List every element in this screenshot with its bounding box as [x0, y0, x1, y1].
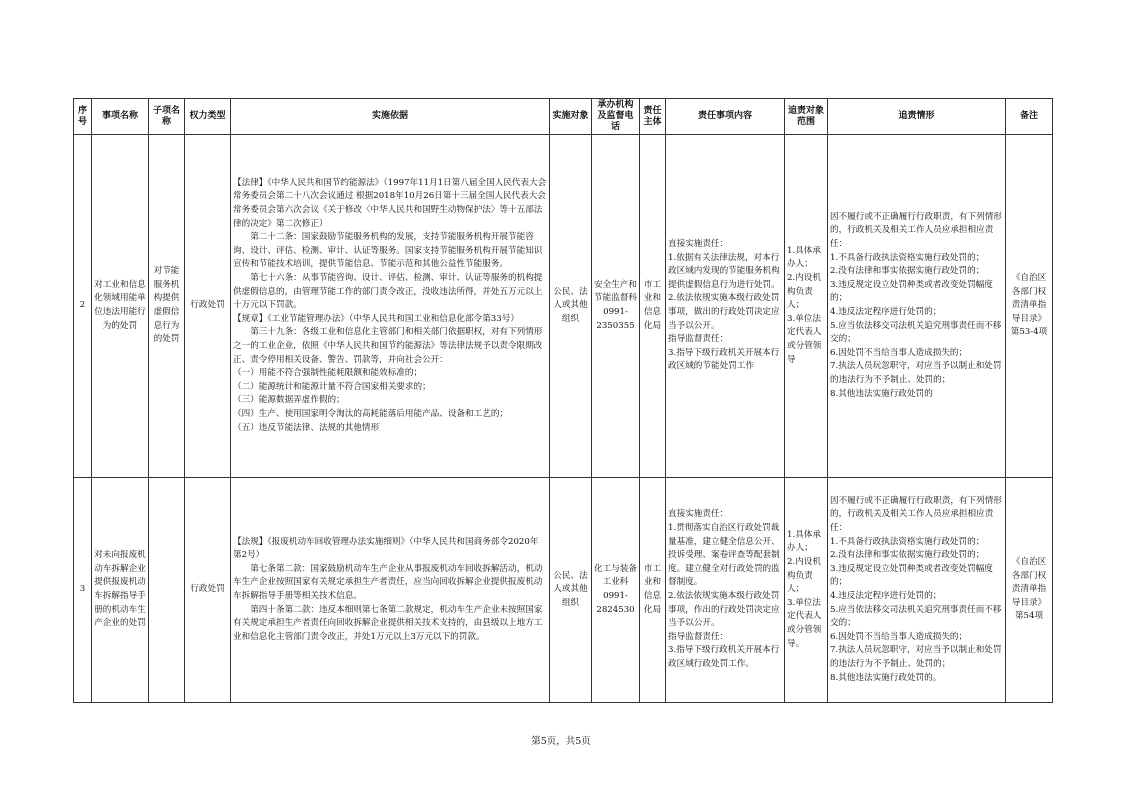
- row-subject: 市工业和信息化局: [640, 135, 666, 478]
- situation-line: 4.违反法定程序进行处罚的；: [830, 307, 942, 317]
- situation-line: 7.执法人员玩忽职守，对应当予以制止和处罚的违法行为不予制止、处罚的；: [830, 645, 1002, 669]
- situation-line: 1.不具备行政执法资格实施行政处罚的；: [830, 536, 985, 547]
- basis-line: 【法规】《报废机动车回收管理办法实施细则》（中华人民共和国商务部令2020年第2号）: [233, 536, 539, 561]
- basis-line: （一）用能不符合强制性能耗限额和能效标准的；: [233, 368, 423, 379]
- responsibility-line: 2.依法依规实施本级行政处罚事项，做出的行政处罚决定应当予以公开。: [668, 293, 780, 331]
- header-name: 事项名称: [92, 99, 149, 135]
- situation-line: 1.不具备行政执法资格实施行政处罚的；: [830, 252, 985, 263]
- header-situations: 追责情形: [828, 99, 1006, 135]
- situation-line: 5.应当依法移交司法机关追究刑事责任而不移交的；: [830, 320, 1002, 345]
- row-target: 公民、法人或其他组织: [550, 135, 592, 478]
- situation-line: 因不履行或不正确履行行政职责，有下列情形的，行政机关及相关工作人员应承担相应责任：: [830, 495, 1002, 534]
- table-row: [74, 478, 1053, 703]
- header-target: 实施对象: [550, 99, 592, 135]
- row-no: 2: [74, 135, 92, 478]
- agency-phone: 0991-2350355: [596, 307, 635, 331]
- situation-line: 7.执法人员玩忽职守，对应当予以制止和处罚的违法行为不予制止、处罚的；: [830, 361, 1002, 385]
- basis-line: （四）生产、使用国家明令淘汰的高耗能落后用能产品、设备和工艺的；: [233, 408, 509, 419]
- situation-line: 8.其他违法实施行政处罚的: [830, 388, 933, 399]
- basis-line: （二）能源统计和能源计量不符合国家相关要求的；: [233, 381, 431, 392]
- scope-line: 2.内设机构负责人；: [787, 273, 821, 311]
- basis-line: 第二十二条：国家鼓励节能服务机构的发展，支持节能服务机构开展节能咨询、设计、评估、检测、审计、认证等服务。国家支持节能服务机构开展节能知识宣传和节能技术培训，提供节能信息、节能示范和其他公益性节能服务。: [233, 232, 543, 270]
- row-name: 对工业和信息化领域用能单位违法用能行为的处罚: [92, 135, 149, 478]
- basis-line: （三）能源数据弄虚作假的；: [233, 395, 345, 406]
- table-header-row: [74, 99, 1053, 135]
- responsibility-line: 3.指导下级行政机关开展本行政区域行政处罚工作。: [668, 645, 780, 669]
- responsibility-line: 2.依法依规实施本级行政处罚事项，作出的行政处罚决定应当予以公开。: [668, 591, 780, 629]
- basis-line: 【规章】《工业节能管理办法》（中华人民共和国工业和信息化部令第33号）: [233, 313, 519, 324]
- agency-phone: 0991-2824530: [596, 591, 635, 615]
- situation-line: 因不履行或不正确履行行政职责，有下列情形的，行政机关及相关工作人员应承担相应责任：: [830, 211, 1002, 250]
- header-agency: 承办机构及监督电话: [592, 99, 640, 135]
- basis-line: （五）违反节能法律、法规的其他情形: [233, 422, 380, 433]
- row-target: 公民、法人或其他组织: [550, 478, 592, 703]
- row-basis: [231, 478, 550, 703]
- row-type: 行政处罚: [185, 135, 231, 478]
- row-name: 对未向报废机动车拆解企业提供报废机动车拆解指导手册的机动车生产企业的处罚: [92, 478, 149, 703]
- row-situations: [828, 478, 1006, 703]
- row-situations: [828, 135, 1006, 478]
- responsibility-line: 3.指导下级行政机关开展本行政区域的节能处罚工作: [668, 347, 780, 372]
- basis-line: 【法律】《中华人民共和国节约能源法》（1997年11月1日第八届全国人民代表大会常务委员会第二十八次会议通过 根据2018年10月26日第十三届全国人民代表大会常务委员会第六次会议《关于修改〈中华人民共和国野生动物保护法〉等十五部法律的决定》第二次修正）: [233, 177, 547, 229]
- row-basis: [231, 135, 550, 478]
- row-remark: 《自治区各部门权责清单指导目录》第53-4项: [1006, 135, 1053, 478]
- row-scope: [785, 135, 828, 478]
- row-agency: [592, 478, 640, 703]
- situation-line: 2.没有法律和事实依据实施行政处罚的；: [830, 266, 985, 277]
- scope-line: 1.具体承办人；: [787, 245, 821, 270]
- row-subject: 市工业和信息化局: [640, 478, 666, 703]
- row-responsibility: [666, 135, 785, 478]
- situation-line: 8.其他违法实施行政处罚的。: [830, 672, 942, 683]
- scope-line: 3.单位法定代表人或分管领导: [787, 313, 822, 365]
- header-responsibility: 责任事项内容: [666, 99, 785, 135]
- basis-line: 第四十条第二款：违反本细则第七条第二款规定，机动车生产企业未按照国家有关规定承担生产者责任向回收拆解企业提供相关技术支持的，由县级以上地方工业和信息化主管部门责令改正，并处1万元以上3万元以下的罚款。: [233, 604, 543, 642]
- row-type: 行政处罚: [185, 478, 231, 703]
- responsibility-line: 1.贯彻落实自治区行政处罚裁量基准，建立健全信息公开、投诉受理、案卷评查等配套制度。建立健全对行政处罚的监督制度。: [668, 523, 780, 588]
- situation-line: 3.违反规定设立处罚种类或者改变处罚幅度的；: [830, 279, 993, 304]
- scope-line: 3.单位法定代表人或分管领导。: [787, 597, 822, 649]
- row-responsibility: [666, 478, 785, 703]
- row-agency: [592, 135, 640, 478]
- situation-line: 6.因处罚不当给当事人造成损失的；: [830, 347, 968, 358]
- header-scope: 追责对象范围: [785, 99, 828, 135]
- situation-line: 6.因处罚不当给当事人造成损失的；: [830, 631, 968, 642]
- responsibility-line: 直接实施责任：: [668, 509, 729, 520]
- basis-line: 第三十九条：各级工业和信息化主管部门和相关部门依据职权，对有下列情形之一的工业企业，依照《中华人民共和国节约能源法》等法律法规予以责令限期改正、责令停用相关设备、警告、罚款等，并向社会公开：: [233, 327, 543, 365]
- page-footer: 第5页，共5页: [531, 736, 591, 747]
- header-basis: 实施依据: [231, 99, 550, 135]
- responsibility-line: 指导监督责任：: [668, 631, 729, 642]
- header-subject: 责任主体: [640, 99, 666, 135]
- scope-line: 1.具体承办人；: [787, 529, 821, 554]
- row-subname: 对节能服务机构提供虚假信息行为的处罚: [149, 135, 185, 478]
- basis-line: 第七条第二款：国家鼓励机动车生产企业从事报废机动车回收拆解活动，机动车生产企业按照国家有关规定承担生产者责任，应当向回收拆解企业提供报废机动车拆解指导手册等相关技术信息。: [233, 563, 543, 601]
- situation-line: 2.没有法律和事实依据实施行政处罚的；: [830, 550, 985, 561]
- responsibility-line: 指导监督责任：: [668, 334, 729, 345]
- row-remark: 《自治区各部门权责清单指导目录》第54项: [1006, 478, 1053, 703]
- header-no: 序号: [74, 99, 92, 135]
- situation-line: 3.违反规定设立处罚种类或者改变处罚幅度的；: [830, 563, 993, 588]
- basis-line: 第七十六条：从事节能咨询、设计、评估、检测、审计、认证等服务的机构提供虚假信息的，由管理节能工作的部门责令改正，没收违法所得，并处五万元以上十万元以下罚款。: [233, 273, 543, 311]
- table-row: [74, 135, 1053, 478]
- row-no: 3: [74, 478, 92, 703]
- power-responsibility-table: [73, 98, 1053, 703]
- row-scope: [785, 478, 828, 703]
- header-subname: 子项名称: [149, 99, 185, 135]
- row-subname: [149, 478, 185, 703]
- responsibility-line: 1.依据有关法律法规，对本行政区域内发现的节能服务机构提供虚假信息行为进行处罚。: [668, 252, 780, 290]
- scope-line: 2.内设机构负责人；: [787, 557, 821, 595]
- agency-name: 化工与装备工业科: [594, 563, 637, 588]
- situation-line: 4.违反法定程序进行处罚的；: [830, 591, 942, 601]
- header-remark: 备注: [1006, 99, 1053, 135]
- agency-name: 安全生产和节能监督科: [594, 279, 637, 304]
- responsibility-line: 直接实施责任：: [668, 239, 729, 250]
- situation-line: 5.应当依法移交司法机关追究刑事责任而不移交的；: [830, 604, 1002, 629]
- header-type: 权力类型: [185, 99, 231, 135]
